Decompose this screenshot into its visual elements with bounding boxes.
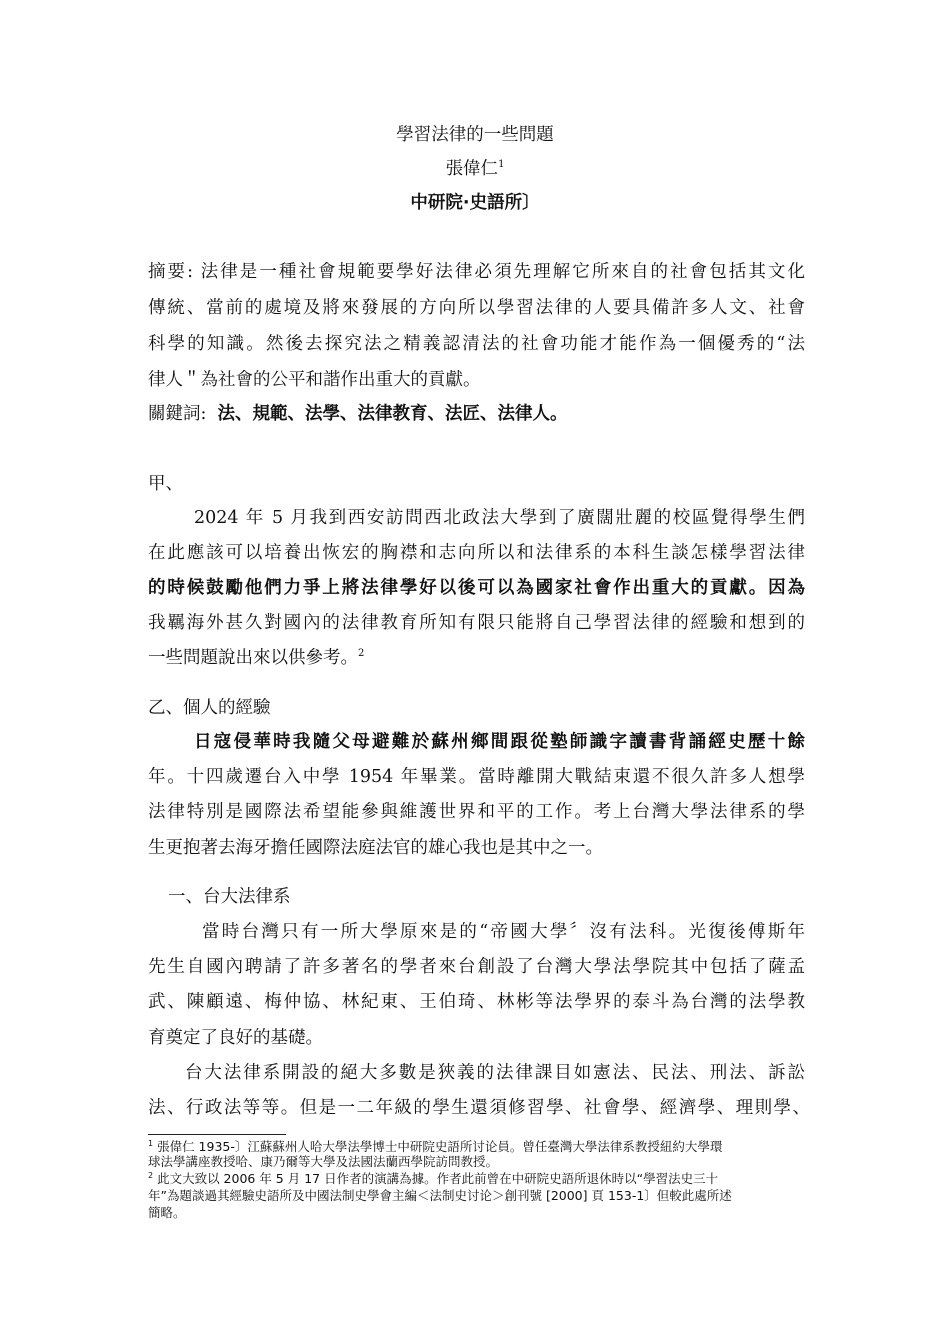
footnote-number: 1: [148, 1138, 154, 1148]
section-heading: 乙、個人的經驗: [148, 698, 271, 718]
section-heading: 甲、: [148, 474, 183, 494]
footnote-2-cont: 年”為題談過其經驗史語所及中國法制史學會主編＜法制史讨论＞創刊號 [2000] 頁 153-1〕但較此處所述: [148, 1188, 732, 1203]
body-line: 2024 年 5 月我到西安訪問西北政法大學到了廣闊壯麗的校區覺得學生們: [194, 508, 805, 528]
document-title: 學習法律的一些問題: [396, 125, 554, 145]
body-line: 的時候鼓勵他們力爭上將法律學好以後可以為國家社會作出重大的貢獻。因為: [148, 578, 805, 598]
body-line: 年。十四歲遷台入中學 1954 年畢業。當時離開大戰結束還不很久許多人想學: [148, 767, 805, 787]
author-name: 張偉仁: [445, 159, 499, 179]
footnote-2-cont: 簡略。: [148, 1205, 186, 1220]
abstract-line: 傳統、當前的處境及將來發展的方向所以學習法律的人要具備許多人文、社會: [148, 298, 805, 318]
body-line: 先生自國內聘請了許多著名的學者來台創設了台灣大學法學院其中包括了薩孟: [148, 957, 805, 977]
keywords: [148, 402, 568, 426]
body-line: 育奠定了良好的基礎。: [148, 1028, 323, 1048]
author-line: [0, 157, 950, 181]
footnote-separator: [148, 1134, 286, 1135]
affiliation: 中研院·史語所〕: [410, 193, 540, 213]
body-line: 生更抱著去海牙擔任國際法庭法官的雄心我也是其中之一。: [148, 838, 603, 858]
body-line: 我羈海外甚久對國內的法律教育所知有限只能將自己學習法律的經驗和想到的: [148, 613, 805, 633]
abstract-line: 科學的知識。然後去探究法之精義認清法的社會功能才能作為一個優秀的“法: [148, 334, 805, 354]
subsection-heading: 一、台大法律系: [168, 887, 291, 907]
footnote-2: [148, 1171, 818, 1186]
body-line: 台大法律系開設的絕大多數是狹義的法律課目如憲法、民法、刑法、訴訟: [185, 1063, 805, 1083]
footnote-1: [148, 1139, 818, 1154]
footnote-1-cont: 球法學講座教授哈、康乃爾等大學及法國法蘭西學院訪問教授。: [148, 1154, 499, 1169]
keywords-label: 關鍵詞:: [148, 404, 207, 424]
abstract-line: 律人＂為社會的公平和諧作出重大的貢獻。: [148, 370, 481, 390]
body-line: 法、行政法等等。但是一二年級的學生還須修習學、社會學、經濟學、理則學、: [148, 1098, 810, 1118]
footnote-number: 2: [148, 1170, 154, 1180]
keywords-value: 法、規範、法學、法律教育、法匠、法律人。: [217, 404, 568, 424]
footnote-ref-2[interactable]: 2: [358, 648, 365, 660]
body-line: 一些問題說出來以供參考。: [148, 648, 358, 668]
footnote-ref-1[interactable]: 1: [498, 159, 505, 171]
body-line: 日寇侵華時我隨父母避難於蘇州鄉間跟從塾師識字讀書背誦經史歷十餘: [194, 732, 805, 752]
body-line: 當時台灣只有一所大學原來是的“帝國大學〞沒有法科。光復後傅斯年: [202, 922, 805, 942]
footnote-text: 張偉仁 1935-〕江蘇蘇州人哈大學法學博士中研院史語所讨论員。曾任臺灣大學法律系教授紐約大學環: [157, 1139, 723, 1154]
body-line: 武、陳顧遠、梅仲協、林紀東、王伯琦、林彬等法學界的泰斗為台灣的法學教: [148, 992, 805, 1012]
body-line: 在此應該可以培養出恢宏的胸襟和志向所以和法律系的本科生談怎樣學習法律: [148, 543, 805, 563]
footnote-text: 此文大致以 2006 年 5 月 17 日作者的演講為據。作者此前曾在中研院史語所退休時以“學習法史三十: [157, 1171, 719, 1186]
body-line-end: [148, 646, 364, 670]
abstract-line: 摘要: 法律是一種社會規範要學好法律必須先理解它所來自的社會包括其文化: [148, 262, 805, 282]
body-line: 法律特別是國際法希望能參與維護世界和平的工作。考上台灣大學法律系的學: [148, 802, 805, 822]
